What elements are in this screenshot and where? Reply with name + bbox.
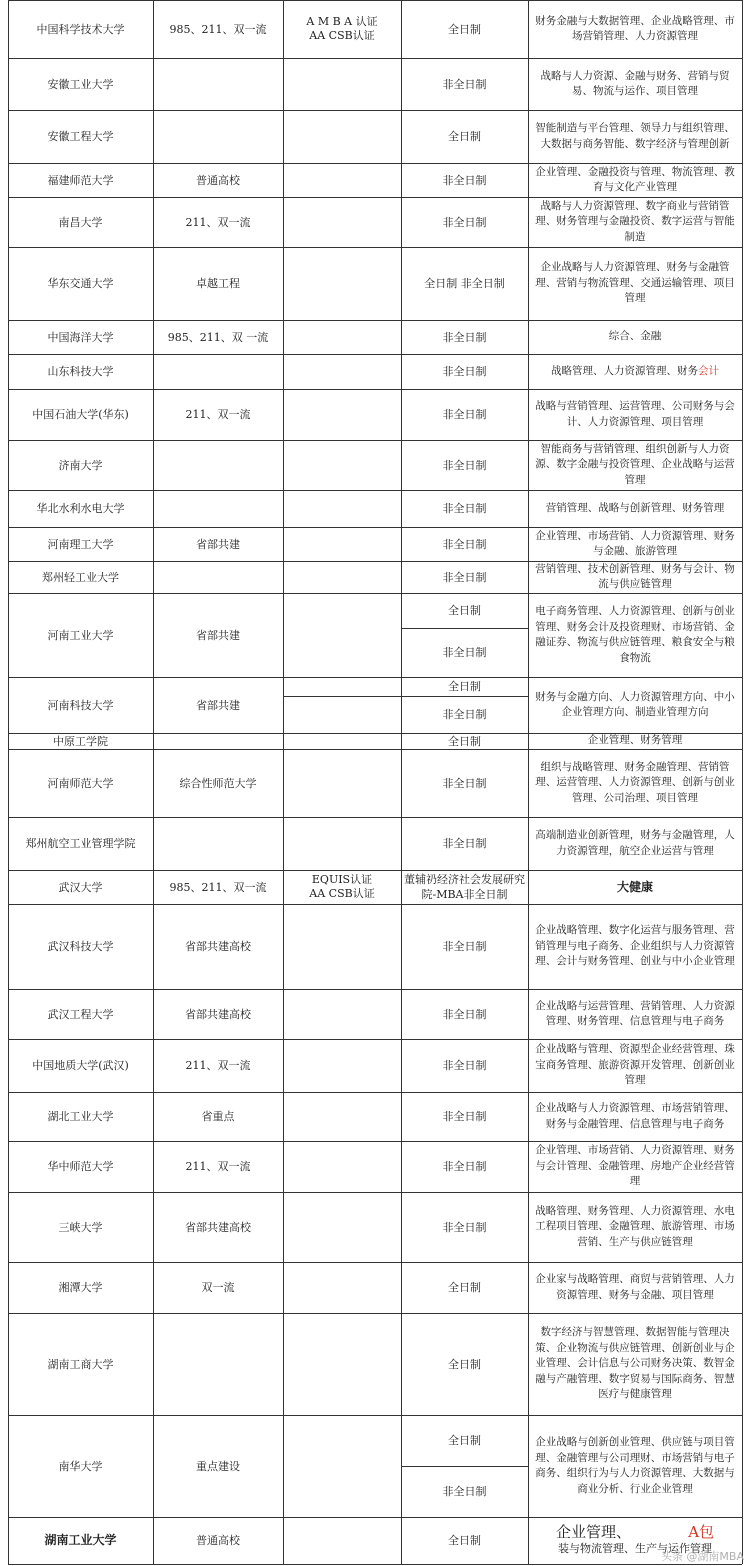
school-level: 985、211、双一流 — [169, 880, 267, 894]
row-divider — [8, 58, 742, 59]
program-directions: 高端制造业创新管理，财务与金融管理，人力资源管理，航空企业运营与管理 — [535, 829, 735, 857]
school-name: 湖北工业大学 — [47, 1110, 114, 1123]
program-directions: 财务与金融方向、人力资源管理方向、中小企业管理方向、制造业管理方向 — [535, 690, 735, 718]
program-directions: 企业战略管理、数字化运营与服务管理、营销管理与电子商务、企业组织与人力资源管理、会计与财务管理、创业与中小企业管理 — [535, 924, 735, 968]
row-divider — [8, 817, 742, 818]
accreditation — [283, 490, 401, 527]
school-name: 中国地质大学(武汉) — [32, 1059, 129, 1072]
accreditation: EQUIS认证 AA CSB认证 — [309, 873, 375, 900]
program-directions: 企业战略与人力资源管理、财务与金融管理、营销与物流管理、交通运输管理、项目管理 — [535, 261, 735, 305]
row-divider — [401, 628, 528, 629]
accreditation — [283, 440, 401, 490]
school-level: 省部共建 — [196, 628, 240, 642]
school-level: 211、双一流 — [185, 1160, 251, 1173]
program-directions — [528, 354, 742, 389]
school-level: 985、211、双一流 — [169, 22, 267, 36]
study-mode: 非全日制 — [442, 173, 487, 187]
school-level — [153, 58, 283, 110]
accreditation — [283, 110, 401, 163]
study-mode: 非全日制 — [442, 1110, 487, 1123]
accreditation — [283, 1262, 401, 1313]
column-divider — [742, 0, 743, 1564]
accreditation — [283, 904, 401, 989]
accreditation — [283, 561, 401, 593]
school-level — [153, 110, 283, 163]
row-divider — [401, 1466, 528, 1467]
watermark: 头条 @湖南MBA — [660, 1550, 744, 1563]
program-directions: 组织与战略管理、财务金融管理、营销管理、运营管理、人力资源管理、创新与创业管理、公司治理、项目管理 — [535, 760, 735, 804]
accreditation — [283, 1313, 401, 1415]
study-mode: 全日制 — [448, 734, 481, 748]
directions-text-continued: 装与物流管理、生产与运作管理 — [557, 1542, 712, 1555]
program-directions: 智能制造与平台管理、领导力与组织管理、大数据与商务智能、数字经济与管理创新 — [535, 122, 735, 150]
accreditation — [283, 527, 401, 561]
accreditation: A M B A 认证 AA CSB认证 — [306, 15, 378, 42]
study-mode: 非全日制 — [442, 77, 487, 91]
accreditation — [283, 1192, 401, 1262]
row-divider — [8, 440, 742, 441]
column-divider — [8, 0, 9, 1564]
school-name: 河南理工大学 — [47, 537, 114, 551]
school-level: 卓越工程 — [196, 277, 240, 290]
study-mode: 全日制 — [448, 1357, 481, 1371]
school-level: 省部共建 — [196, 537, 240, 551]
school-name: 湘潭大学 — [58, 1281, 103, 1294]
school-level: 省重点 — [201, 1110, 235, 1123]
row-divider — [8, 1415, 742, 1416]
school-level — [153, 1313, 283, 1415]
row-divider — [8, 389, 742, 390]
school-level: 211、双一流 — [185, 215, 251, 229]
column-divider — [153, 0, 154, 1564]
school-level: 省部共建高校 — [185, 940, 251, 953]
study-mode: 全日制 — [448, 130, 481, 143]
row-divider — [8, 870, 742, 871]
row-divider — [8, 1313, 742, 1314]
row-divider — [8, 1092, 742, 1093]
school-name: 河南师范大学 — [47, 776, 114, 790]
study-mode: 全日制 — [448, 604, 481, 617]
school-name: 南华大学 — [58, 1459, 103, 1473]
study-mode: 非全日制 — [442, 570, 487, 584]
school-name: 中原工学院 — [53, 734, 108, 748]
accreditation — [283, 320, 401, 354]
accreditation — [283, 197, 401, 247]
accreditation — [283, 389, 401, 440]
directions-highlight: A包 — [688, 1522, 715, 1541]
study-mode: 全日制 — [448, 680, 481, 693]
school-name: 湖南工业大学 — [44, 1533, 117, 1547]
program-directions: 电子商务管理、人力资源管理、创新与创业管理、财务会计及投资理财、市场营销、金融证券、物流与供应链管理、粮食安全与粮食物流 — [535, 605, 735, 664]
column-divider — [401, 0, 402, 1564]
accreditation — [283, 163, 401, 197]
school-name: 郑州航空工业管理学院 — [25, 837, 136, 850]
study-mode: 全日制 — [448, 1534, 481, 1547]
row-divider — [8, 1564, 742, 1565]
row-divider — [8, 989, 742, 990]
school-level — [153, 561, 283, 593]
school-level — [153, 733, 283, 749]
school-level: 普通高校 — [196, 1534, 240, 1547]
school-level — [153, 440, 283, 490]
accreditation — [283, 1415, 401, 1517]
row-divider — [8, 593, 742, 594]
program-directions: 企业管理、市场营销、人力资源管理、财务与会计管理、金融管理、房地产企业经营管理 — [535, 1144, 735, 1188]
row-divider — [8, 354, 742, 355]
school-level — [153, 354, 283, 389]
program-directions: 营销管理、战略与创新管理、财务管理 — [545, 501, 725, 514]
study-mode: 非全日制 — [442, 940, 487, 953]
study-mode: 全日制 — [448, 22, 481, 36]
school-level: 省部共建 — [196, 698, 240, 712]
school-name: 中国海洋大学 — [47, 330, 114, 344]
row-divider — [8, 110, 742, 111]
study-mode: 非全日制 — [442, 837, 487, 850]
study-mode: 全日制 — [448, 1434, 481, 1447]
row-divider — [8, 0, 742, 1]
program-directions: 企业家与战略管理、商贸与营销管理、人力资源管理、财务与金融、项目管理 — [535, 1273, 735, 1301]
school-level: 普通高校 — [196, 173, 240, 187]
row-divider — [8, 1517, 742, 1518]
study-mode: 非全日制 — [442, 458, 487, 472]
row-divider — [8, 527, 742, 528]
accreditation — [283, 817, 401, 870]
study-mode: 非全日制 — [442, 537, 487, 551]
accreditation — [283, 593, 401, 677]
school-level: 211、双一流 — [185, 1059, 251, 1072]
row-divider — [8, 197, 742, 198]
row-divider — [8, 677, 742, 678]
program-directions: 企业战略与运营管理、营销管理、人力资源管理、财务管理、信息管理与电子商务 — [535, 999, 735, 1027]
program-directions: 大健康 — [616, 879, 653, 894]
school-name: 华东交通大学 — [47, 277, 114, 290]
school-level — [153, 817, 283, 870]
school-level — [153, 490, 283, 527]
program-directions: 企业战略与人力资源管理、市场营销管理、财务与金融管理、信息管理与电子商务 — [535, 1102, 735, 1130]
row-divider — [8, 561, 742, 562]
program-directions: 战略管理、财务管理、人力资源管理、水电工程项目管理、金融管理、旅游管理、市场营销、生产与供应链管理 — [535, 1204, 735, 1248]
row-divider — [8, 904, 742, 905]
study-mode: 非全日制 — [442, 708, 487, 721]
accreditation — [283, 989, 401, 1039]
study-mode: 董辅礽经济社会发展研究院-MBA非全日制 — [404, 873, 525, 901]
study-mode: 非全日制 — [442, 502, 487, 515]
accreditation — [283, 1517, 401, 1564]
school-name: 武汉大学 — [58, 880, 103, 894]
accreditation — [283, 733, 401, 749]
school-level: 省部共建高校 — [185, 1220, 251, 1234]
school-level: 综合性师范大学 — [179, 776, 257, 790]
program-directions: 智能商务与营销管理、组织创新与人力资源、数字金融与投资管理、企业战略与运营管理 — [535, 442, 735, 486]
school-name: 福建师范大学 — [47, 173, 114, 187]
accreditation — [283, 749, 401, 817]
study-mode: 非全日制 — [442, 330, 487, 344]
school-name: 济南大学 — [58, 458, 103, 472]
row-divider — [8, 163, 742, 164]
mba-school-table — [8, 0, 742, 1564]
program-directions: 企业管理、市场营销、人力资源管理、财务与金融、旅游管理 — [535, 529, 735, 557]
program-directions: 财务金融与大数据管理、企业战略管理、市场营销管理、人力资源管理 — [535, 14, 735, 42]
school-name: 湖南工商大学 — [47, 1357, 114, 1371]
school-name: 安徽工业大学 — [47, 77, 114, 91]
school-name: 华中师范大学 — [47, 1160, 114, 1173]
study-mode: 非全日制 — [442, 1485, 487, 1498]
accreditation — [283, 247, 401, 320]
row-divider — [8, 1192, 742, 1193]
row-divider — [8, 490, 742, 491]
study-mode: 非全日制 — [442, 365, 487, 378]
program-directions: 企业管理、财务管理 — [587, 734, 683, 747]
row-divider — [283, 696, 528, 697]
school-name: 山东科技大学 — [47, 365, 114, 378]
program-directions: 战略与人力资源管理、数字商业与营销管理、财务管理与金融投资、数字运营与智能制造 — [535, 199, 735, 243]
school-name: 南昌大学 — [58, 215, 103, 229]
study-mode: 非全日制 — [442, 1220, 487, 1234]
program-directions: 企业战略与创新创业管理、供应链与项目管理、金融管理与公司理财、市场营销与电子商务、组织行为与人力资源管理、大数据与商业分析、行业企业管理 — [535, 1436, 735, 1495]
accreditation — [283, 1092, 401, 1141]
school-name: 郑州轻工业大学 — [42, 570, 119, 584]
program-directions: 企业管理、金融投资与管理、物流管理、教育与文化产业管理 — [535, 165, 735, 193]
row-divider — [8, 320, 742, 321]
school-level: 双一流 — [201, 1281, 235, 1294]
accreditation — [283, 354, 401, 389]
row-divider — [8, 1039, 742, 1040]
school-level: 省部共建高校 — [185, 1007, 251, 1021]
row-divider — [8, 1262, 742, 1263]
program-directions: 企业战略与管理、资源型企业经营管理、珠宝商务管理、旅游资源开发管理、创新创业管理 — [535, 1043, 735, 1087]
school-name: 三峡大学 — [58, 1220, 103, 1234]
school-name: 河南工业大学 — [47, 628, 114, 642]
school-name: 河南科技大学 — [47, 698, 114, 712]
study-mode: 非全日制 — [442, 1160, 487, 1173]
school-name: 安徽工程大学 — [47, 130, 114, 143]
column-divider — [528, 0, 529, 1564]
school-level: 985、211、双 一流 — [167, 330, 269, 344]
program-directions: 战略与人力资源、金融与财务、营销与贸易、物流与运作、项目管理 — [540, 69, 730, 97]
directions-text: 企业管理、 — [555, 1522, 631, 1541]
study-mode: 非全日制 — [442, 646, 487, 659]
school-name: 武汉科技大学 — [47, 940, 114, 953]
row-divider — [8, 733, 742, 734]
accreditation — [283, 58, 401, 110]
row-divider — [8, 749, 742, 750]
directions-text: 战略管理、人力资源管理、财务 — [551, 364, 698, 377]
program-directions: 战略与营销管理、运营管理、公司财务与会计、人力资源管理、项目管理 — [535, 400, 735, 428]
school-level: 211、双一流 — [185, 408, 251, 421]
school-name: 武汉工程大学 — [47, 1007, 114, 1021]
study-mode: 全日制 — [448, 1281, 481, 1294]
row-divider — [8, 1141, 742, 1142]
accreditation — [283, 677, 401, 733]
directions-highlight: 会计 — [698, 364, 719, 377]
school-name: 华北水利水电大学 — [36, 502, 125, 515]
accreditation — [283, 1141, 401, 1192]
program-directions: 营销管理、技术创新管理、财务与会计、物流与供应链管理 — [535, 562, 735, 590]
school-name: 中国科学技术大学 — [36, 22, 125, 36]
study-mode: 非全日制 — [442, 776, 487, 790]
column-divider — [283, 0, 284, 1564]
school-level: 重点建设 — [196, 1459, 240, 1473]
study-mode: 非全日制 — [442, 1059, 487, 1072]
program-directions: 数字经济与智慧管理、数据智能与管理决策、企业物流与供应链管理、创新创业与企业管理、会计信息与公司财务决策、数智金融与产融管理、数字贸易与国际商务、智慧医疗与健康管理 — [535, 1326, 735, 1401]
row-divider — [8, 247, 742, 248]
program-directions: 综合、金融 — [608, 330, 662, 343]
study-mode: 全日制 非全日制 — [424, 277, 505, 290]
accreditation — [283, 1039, 401, 1092]
study-mode: 非全日制 — [442, 1007, 487, 1021]
study-mode: 非全日制 — [442, 215, 487, 229]
school-name: 中国石油大学(华东) — [32, 408, 129, 421]
study-mode: 非全日制 — [442, 408, 487, 421]
